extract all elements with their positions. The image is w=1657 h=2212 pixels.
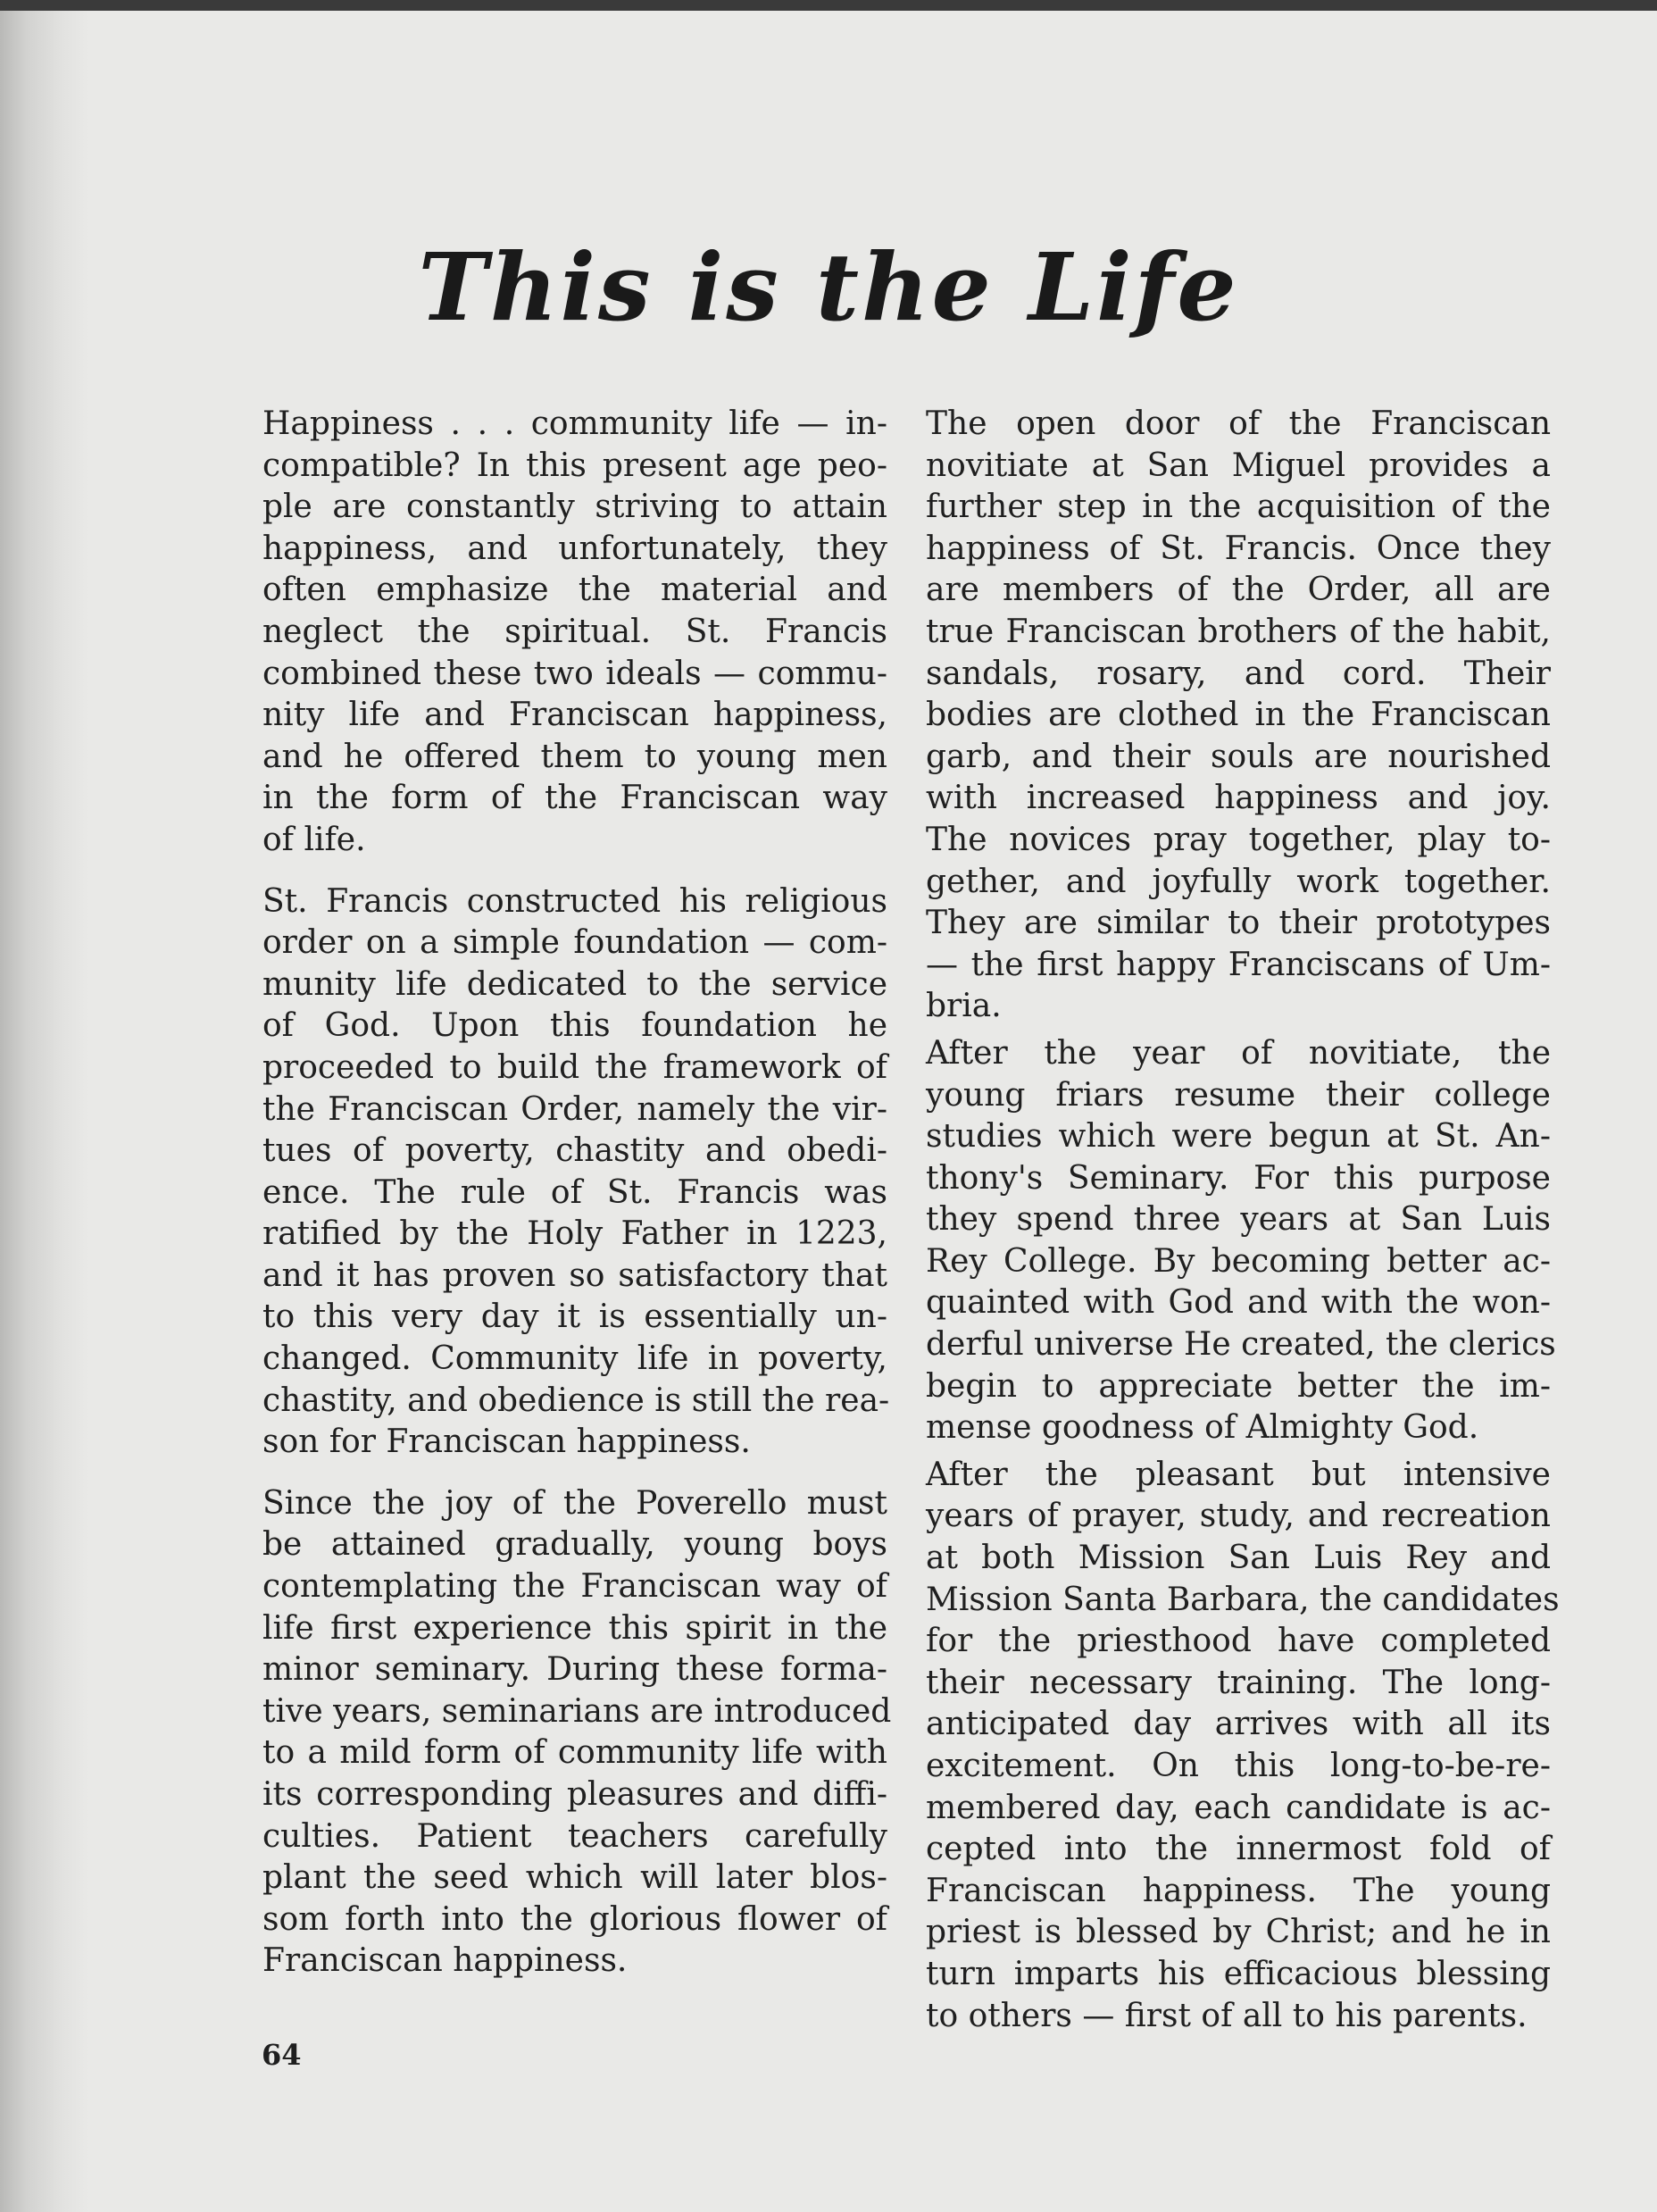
text-line: Franciscan happiness. The young: [926, 1872, 1551, 1909]
text-line: further step in the acquisition of the: [926, 488, 1551, 526]
text-line: in the form of the Franciscan way: [262, 780, 887, 817]
text-line: the Franciscan Order, namely the vir-: [262, 1090, 887, 1128]
text-line: ence. The rule of St. Francis was: [262, 1173, 887, 1211]
text-line: quainted with God and with the won-: [926, 1284, 1551, 1322]
paragraph: [926, 404, 1551, 1028]
text-line: turn imparts his efficacious blessing: [926, 1955, 1551, 1992]
page-title: This is the Life: [418, 232, 1239, 342]
page-number: 64: [262, 2038, 302, 2072]
text-line: membered day, each candidate is ac-: [926, 1789, 1551, 1826]
text-line: of life.: [262, 821, 366, 858]
text-line: with increased happiness and joy.: [926, 780, 1551, 817]
text-line: Rey College. By becoming better ac-: [926, 1242, 1551, 1280]
text-line: to others — first of all to his parents.: [926, 1997, 1528, 2034]
text-line: sandals, rosary, and cord. Their: [926, 655, 1551, 692]
text-line: som forth into the glorious flower of: [262, 1900, 887, 1938]
text-line: ple are constantly striving to attain: [262, 488, 887, 526]
text-line: changed. Community life in poverty,: [262, 1340, 887, 1378]
text-line: ratified by the Holy Father in 1223,: [262, 1215, 887, 1253]
text-line: compatible? In this present age peo-: [262, 447, 887, 484]
text-line: munity life dedicated to the service: [262, 965, 887, 1003]
text-line: to a mild form of community life with: [262, 1734, 887, 1772]
text-line: priest is blessed by Christ; and he in: [926, 1914, 1551, 1951]
text-line: are members of the Order, all are: [926, 572, 1551, 609]
text-line: life first experience this spirit in the: [262, 1609, 887, 1647]
text-line: to this very day it is essentially un-: [262, 1298, 887, 1336]
text-line: often emphasize the material and: [262, 572, 887, 609]
text-line: Mission Santa Barbara, the candidates: [926, 1581, 1560, 1618]
text-line: happiness, and unfortunately, they: [262, 530, 887, 567]
text-line: — the first happy Franciscans of Um-: [926, 946, 1551, 983]
paragraph: [262, 881, 890, 1464]
text-line: St. Francis constructed his religious: [262, 882, 887, 920]
text-line: bria.: [926, 988, 1002, 1025]
text-line: bodies are clothed in the Franciscan: [926, 697, 1551, 734]
text-line: and it has proven so satisfactory that: [262, 1256, 887, 1294]
text-line: its corresponding pleasures and diffi-: [262, 1776, 887, 1813]
text-line: After the pleasant but intensive: [926, 1456, 1551, 1493]
text-line: at both Mission San Luis Rey and: [926, 1540, 1551, 1577]
text-line: tive years, seminarians are introduced: [262, 1692, 892, 1730]
text-line: of God. Upon this foundation he: [262, 1007, 887, 1045]
text-line: contemplating the Franciscan way of: [262, 1568, 887, 1606]
document-page: [0, 11, 1657, 2212]
text-line: true Franciscan brothers of the habit,: [926, 613, 1551, 650]
paragraph: [262, 404, 887, 862]
paragraph: [926, 1455, 1560, 2037]
text-line: excitement. On this long-to-be-re-: [926, 1748, 1551, 1784]
text-line: their necessary training. The long-: [926, 1664, 1551, 1701]
text-line: The open door of the Franciscan: [926, 405, 1551, 442]
text-line: chastity, and obedience is still the rea-: [262, 1381, 890, 1419]
paragraph: [926, 1033, 1556, 1449]
text-line: studies which were begun at St. An-: [926, 1118, 1551, 1156]
text-line: gether, and joyfully work together.: [926, 863, 1551, 900]
text-line: neglect the spiritual. St. Francis: [262, 613, 887, 650]
text-line: Happiness . . . community life — in-: [262, 405, 887, 442]
paragraph: [262, 1483, 892, 1982]
text-line: garb, and their souls are nourished: [926, 738, 1551, 775]
text-line: son for Franciscan happiness.: [262, 1423, 751, 1461]
text-line: mense goodness of Almighty God.: [926, 1409, 1479, 1447]
text-line: and he offered them to young men: [262, 738, 887, 775]
text-line: novitiate at San Miguel provides a: [926, 447, 1551, 484]
paragraph-gap: [262, 1464, 887, 1483]
text-line: plant the seed which will later blos-: [262, 1859, 887, 1897]
text-line: minor seminary. During these forma-: [262, 1651, 887, 1689]
text-line: The novices pray together, play to-: [926, 821, 1551, 858]
left-column: [262, 404, 892, 1982]
text-line: culties. Patient teachers carefully: [262, 1817, 887, 1855]
right-column: [926, 404, 1560, 2037]
text-line: years of prayer, study, and recreation: [926, 1498, 1551, 1535]
text-line: Since the joy of the Poverello must: [262, 1484, 887, 1522]
text-line: order on a simple foundation — com-: [262, 924, 887, 962]
text-line: tues of poverty, chastity and obedi-: [262, 1132, 887, 1170]
text-line: Franciscan happiness.: [262, 1942, 628, 1980]
text-line: derful universe He created, the clerics: [926, 1326, 1556, 1364]
text-line: anticipated day arrives with all its: [926, 1706, 1551, 1743]
text-line: proceeded to build the framework of: [262, 1048, 887, 1086]
text-line: thony's Seminary. For this purpose: [926, 1159, 1551, 1197]
text-line: for the priesthood have completed: [926, 1623, 1551, 1660]
text-line: begin to appreciate better the im-: [926, 1367, 1551, 1405]
text-line: combined these two ideals — commu-: [262, 655, 887, 692]
text-line: They are similar to their prototypes: [926, 905, 1551, 942]
text-line: they spend three years at San Luis: [926, 1201, 1551, 1239]
paragraph-gap: [262, 862, 887, 881]
text-line: After the year of novitiate, the: [926, 1034, 1551, 1072]
text-line: nity life and Franciscan happiness,: [262, 697, 887, 734]
text-line: cepted into the innermost fold of: [926, 1831, 1551, 1868]
text-line: happiness of St. Francis. Once they: [926, 530, 1551, 567]
text-line: be attained gradually, young boys: [262, 1526, 887, 1564]
text-line: young friars resume their college: [926, 1076, 1551, 1114]
